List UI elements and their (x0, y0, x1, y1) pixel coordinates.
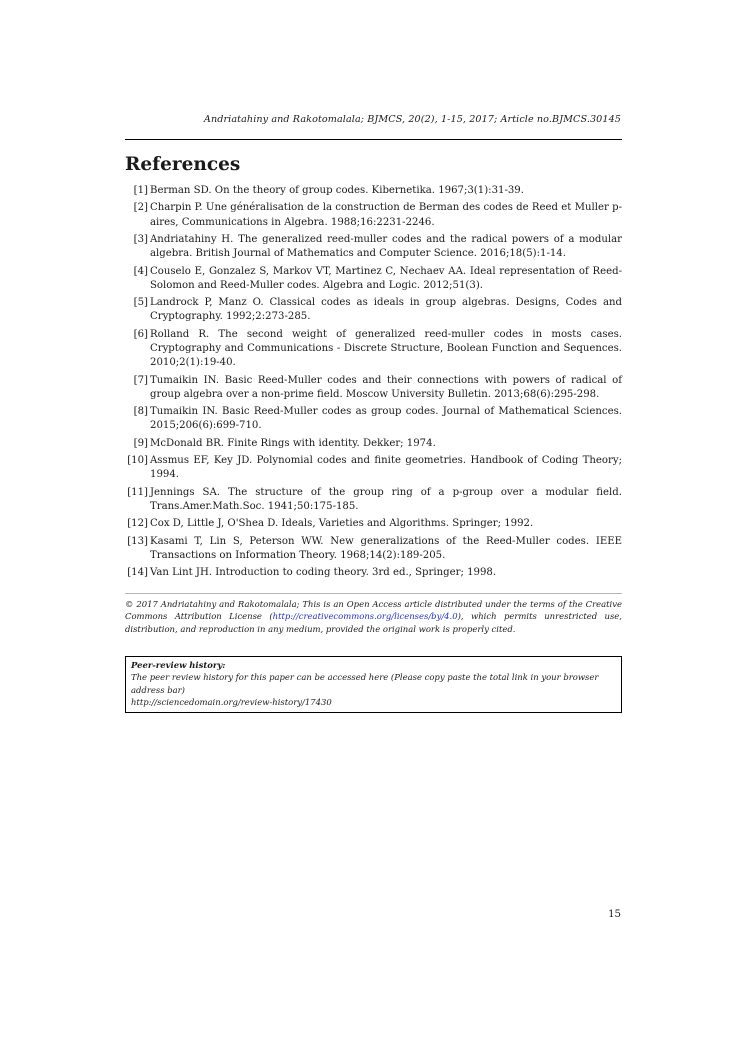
peer-review-description: The peer review history for this paper can be accessed here (Please copy paste the total link in your browser address bar) (131, 672, 599, 695)
reference-text: Kasami T, Lin S, Peterson WW. New generalizations of the Reed-Muller codes. IEEE Transactions on Information Theory. 1968;14(2):189-205. (150, 535, 622, 561)
reference-item (125, 296, 622, 324)
reference-number: [8] (133, 406, 148, 418)
reference-number: [14] (127, 567, 148, 579)
reference-text: Berman SD. On the theory of group codes. Kibernetika. 1967;3(1):31-39. (150, 185, 524, 196)
reference-item (125, 233, 622, 261)
peer-review-box (125, 656, 622, 713)
reference-text: McDonald BR. Finite Rings with identity. Dekker; 1974. (150, 437, 436, 449)
reference-number: [13] (127, 535, 148, 547)
reference-number: [1] (133, 185, 148, 196)
reference-text: Landrock P, Manz O. Classical codes as ideals in group algebras. Designs, Codes and Cryptography. 1992;2:273-285. (150, 297, 622, 323)
reference-number: [10] (127, 455, 148, 467)
reference-item (125, 405, 622, 433)
reference-number: [3] (133, 233, 148, 245)
reference-number: [4] (133, 265, 148, 277)
reference-text: Charpin P. Une généralisation de la construction de Berman des codes de Reed et Muller p-aires, Communications in Algebra. 1988;16:2231-2246. (150, 202, 622, 228)
reference-item (125, 184, 622, 198)
reference-item (125, 437, 622, 451)
license-text-before: 2017 Andriatahiny and Rakotomalala; This is an Open Access article distributed under the terms of the Creative Commons Attribution License ( (125, 599, 622, 622)
page-number: 15 (608, 909, 621, 920)
reference-text: Van Lint JH. Introduction to coding theory. 3rd ed., Springer; 1998. (150, 567, 497, 579)
reference-item (125, 328, 622, 371)
reference-item (125, 535, 622, 563)
header-rule (125, 139, 622, 140)
reference-text: Cox D, Little J, O'Shea D. Ideals, Varieties and Algorithms. Springer; 1992. (150, 518, 534, 530)
reference-item (125, 454, 622, 482)
reference-number: [2] (133, 202, 148, 214)
reference-number: [5] (133, 297, 148, 309)
reference-number: [9] (133, 437, 148, 449)
reference-text: Tumaikin IN. Basic Reed-Muller codes as group codes. Journal of Mathematical Sciences. 2015;206(6):699-710. (150, 406, 622, 432)
reference-text: Andriatahiny H. The generalized reed-muller codes and the radical powers of a modular algebra. British Journal of Mathematics and Computer Science. 2016;18(5):1-14. (150, 233, 622, 260)
reference-item (125, 201, 622, 229)
section-title: References (125, 154, 241, 175)
running-header: Andriatahiny and Rakotomalala; BJMCS, 20(2), 1-15, 2017; Article no.BJMCS.30145 (203, 114, 621, 125)
reference-list (125, 184, 622, 584)
license-text-after: ), which permits unrestricted use, distribution, and reproduction in any medium, provided the original work is properly cited. (125, 611, 622, 634)
reference-text: Rolland R. The second weight of generalized reed-muller codes in mosts cases. Cryptography and Communications - Discrete Structure, Boolean Function and Sequences. 2010;2(1):19-40. (150, 328, 622, 369)
reference-number: [11] (127, 486, 148, 498)
reference-item (125, 265, 622, 293)
reference-number: [7] (133, 374, 148, 386)
copyright-icon: © (125, 599, 134, 609)
reference-item (125, 374, 622, 402)
reference-text: Assmus EF, Key JD. Polynomial codes and finite geometries. Handbook of Coding Theory; 1994. (150, 455, 622, 481)
reference-item (125, 486, 622, 514)
license-notice (125, 598, 622, 635)
footer-rule (125, 593, 622, 594)
reference-item (125, 566, 622, 580)
reference-item (125, 517, 622, 531)
reference-number: [12] (127, 518, 148, 530)
license-link[interactable]: http://creativecommons.org/licenses/by/4.0 (272, 611, 458, 622)
reference-text: Couselo E, Gonzalez S, Markov VT, Martinez C, Nechaev AA. Ideal representation of Reed-Solomon and Reed-Muller codes. Algebra and Logic. 2012;51(3). (150, 265, 622, 291)
reference-text: Jennings SA. The structure of the group ring of a p-group over a modular field. Trans.Amer.Math.Soc. 1941;50:175-185. (150, 486, 622, 512)
reference-number: [6] (133, 328, 148, 340)
peer-review-title: Peer-review history: (131, 660, 226, 670)
reference-text: Tumaikin IN. Basic Reed-Muller codes and their connections with powers of radical of group algebra over a non-prime field. Moscow University Bulletin. 2013;68(6):295-298. (150, 374, 622, 400)
peer-review-url[interactable]: http://sciencedomain.org/review-history/17430 (131, 697, 332, 708)
